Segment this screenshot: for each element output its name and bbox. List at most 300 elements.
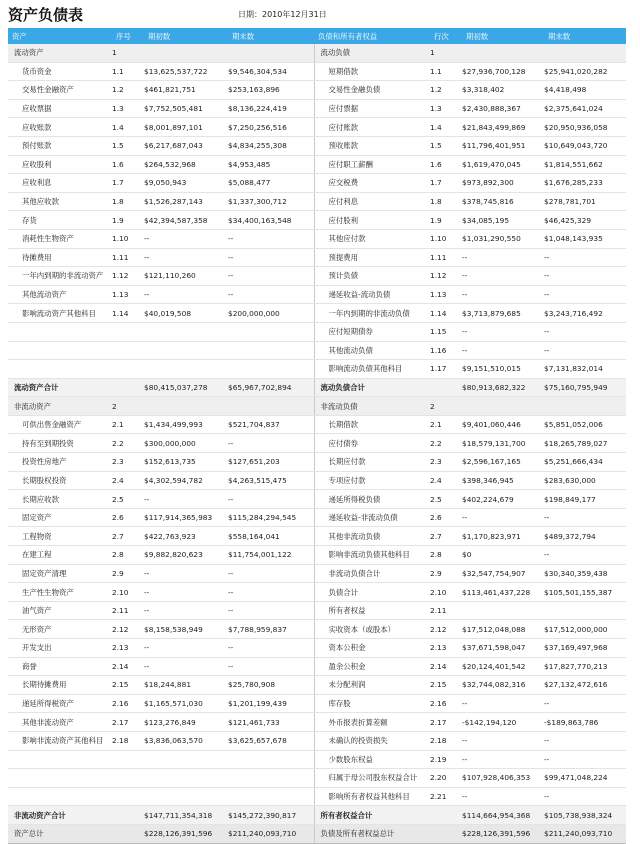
asset-no-cell <box>112 341 144 360</box>
asset-begin-cell: -- <box>144 601 228 620</box>
asset-begin-cell: $9,882,820,623 <box>144 546 228 565</box>
asset-no-cell: 1.1 <box>112 62 144 81</box>
liability-name-cell: 交易性金融负债 <box>314 81 430 100</box>
page-title: 资产负债表 <box>8 6 84 24</box>
liability-begin-cell: $973,892,300 <box>462 174 544 193</box>
table-row <box>8 192 626 211</box>
liability-begin-cell: -- <box>462 787 544 806</box>
liability-end-cell: -- <box>544 546 626 565</box>
asset-no-cell: 1.14 <box>112 304 144 323</box>
asset-begin-cell: $1,434,499,993 <box>144 415 228 434</box>
liability-name-cell: 未确认的投资损失 <box>314 731 430 750</box>
liability-no-cell: 2.7 <box>430 527 462 546</box>
asset-end-cell: $4,834,255,308 <box>228 136 314 155</box>
asset-no-cell: 1.2 <box>112 81 144 100</box>
liability-end-cell: -$189,863,786 <box>544 713 626 732</box>
liability-begin-cell <box>462 397 544 416</box>
liability-no-cell: 2.10 <box>430 583 462 602</box>
liability-name-cell: 短期借款 <box>314 62 430 81</box>
table-row <box>8 322 626 341</box>
liability-name-cell: 影响流动负债其他科目 <box>314 360 430 379</box>
asset-no-cell: 2.12 <box>112 620 144 639</box>
liability-end-cell: $2,375,641,024 <box>544 99 626 118</box>
asset-no-cell: 2.8 <box>112 546 144 565</box>
asset-end-cell: $121,461,733 <box>228 713 314 732</box>
liability-no-cell: 2.20 <box>430 769 462 788</box>
asset-no-cell: 2.13 <box>112 639 144 658</box>
liability-end-cell <box>544 601 626 620</box>
liability-begin-cell: $2,596,167,165 <box>462 453 544 472</box>
liability-begin-cell: -- <box>462 285 544 304</box>
asset-begin-cell: $264,532,968 <box>144 155 228 174</box>
table-row <box>8 267 626 286</box>
liability-name-cell: 资本公积金 <box>314 639 430 658</box>
asset-begin-cell <box>144 769 228 788</box>
asset-no-cell: 2.18 <box>112 731 144 750</box>
liability-end-cell: -- <box>544 694 626 713</box>
asset-no-cell: 1.10 <box>112 229 144 248</box>
asset-name-cell: 应收票据 <box>8 99 112 118</box>
asset-no-cell: 2.10 <box>112 583 144 602</box>
header-asset-begin: 期初数 <box>144 28 228 44</box>
liability-name-cell: 流动负债 <box>314 44 430 62</box>
asset-end-cell: -- <box>228 248 314 267</box>
asset-begin-cell: $80,415,037,278 <box>144 378 228 397</box>
header-liability-end: 期末数 <box>544 28 626 44</box>
asset-no-cell: 1.5 <box>112 136 144 155</box>
liability-name-cell: 递延收益-非流动负债 <box>314 508 430 527</box>
table-row <box>8 731 626 750</box>
liability-no-cell: 2.8 <box>430 546 462 565</box>
asset-begin-cell: $3,836,063,570 <box>144 731 228 750</box>
liability-name-cell: 其他非流动负债 <box>314 527 430 546</box>
table-row <box>8 694 626 713</box>
asset-end-cell <box>228 787 314 806</box>
table-row <box>8 99 626 118</box>
asset-name-cell: 递延所得税资产 <box>8 694 112 713</box>
liability-name-cell: 应付职工薪酬 <box>314 155 430 174</box>
asset-end-cell: $145,272,390,817 <box>228 806 314 825</box>
asset-no-cell: 1.12 <box>112 267 144 286</box>
asset-begin-cell <box>144 787 228 806</box>
liability-name-cell: 影响非流动负债其他科目 <box>314 546 430 565</box>
total-row <box>8 378 626 397</box>
liability-name-cell: 长期应付款 <box>314 453 430 472</box>
asset-end-cell: -- <box>228 229 314 248</box>
liability-end-cell: $25,941,020,282 <box>544 62 626 81</box>
asset-end-cell: -- <box>228 434 314 453</box>
liability-no-cell: 1.2 <box>430 81 462 100</box>
liability-name-cell: 应付账款 <box>314 118 430 137</box>
header-liability-no: 行次 <box>430 28 462 44</box>
table-row <box>8 211 626 230</box>
asset-name-cell: 其他流动资产 <box>8 285 112 304</box>
asset-no-cell: 2.2 <box>112 434 144 453</box>
table-row <box>8 508 626 527</box>
asset-begin-cell: -- <box>144 490 228 509</box>
section-row <box>8 397 626 416</box>
table-row <box>8 527 626 546</box>
asset-end-cell: $521,704,837 <box>228 415 314 434</box>
liability-no-cell: 2.9 <box>430 564 462 583</box>
asset-name-cell: 影响流动资产其他科目 <box>8 304 112 323</box>
liability-no-cell: 2.13 <box>430 639 462 658</box>
liability-begin-cell <box>462 601 544 620</box>
asset-no-cell <box>112 824 144 843</box>
asset-no-cell <box>112 806 144 825</box>
table-row <box>8 787 626 806</box>
asset-name-cell: 影响非流动资产其他科目 <box>8 731 112 750</box>
asset-end-cell: -- <box>228 657 314 676</box>
liability-begin-cell: $228,126,391,596 <box>462 824 544 843</box>
liability-end-cell: $1,814,551,662 <box>544 155 626 174</box>
asset-name-cell: 消耗性生物资产 <box>8 229 112 248</box>
asset-begin-cell <box>144 750 228 769</box>
liability-no-cell: 2.21 <box>430 787 462 806</box>
asset-no-cell: 2.5 <box>112 490 144 509</box>
liability-no-cell: 2.17 <box>430 713 462 732</box>
liability-end-cell: $105,738,938,324 <box>544 806 626 825</box>
asset-name-cell: 油气资产 <box>8 601 112 620</box>
asset-end-cell: $558,164,041 <box>228 527 314 546</box>
liability-name-cell: 专项应付款 <box>314 471 430 490</box>
asset-no-cell: 1.3 <box>112 99 144 118</box>
asset-no-cell: 2.4 <box>112 471 144 490</box>
liability-begin-cell: -- <box>462 267 544 286</box>
liability-begin-cell: -- <box>462 248 544 267</box>
asset-begin-cell: $8,158,538,949 <box>144 620 228 639</box>
asset-begin-cell <box>144 360 228 379</box>
liability-no-cell: 2.1 <box>430 415 462 434</box>
asset-no-cell: 2 <box>112 397 144 416</box>
liability-no-cell: 2.12 <box>430 620 462 639</box>
table-row <box>8 769 626 788</box>
asset-no-cell: 1.11 <box>112 248 144 267</box>
table-row <box>8 583 626 602</box>
table-row <box>8 248 626 267</box>
table-row <box>8 453 626 472</box>
liability-begin-cell: $1,031,290,550 <box>462 229 544 248</box>
liability-name-cell: 非流动负债合计 <box>314 564 430 583</box>
liability-begin-cell: $27,936,700,128 <box>462 62 544 81</box>
asset-end-cell <box>228 322 314 341</box>
liability-end-cell: $75,160,795,949 <box>544 378 626 397</box>
asset-end-cell: -- <box>228 639 314 658</box>
liability-name-cell: 负债及所有者权益总计 <box>314 824 430 843</box>
liability-no-cell: 2.5 <box>430 490 462 509</box>
asset-begin-cell: $8,001,897,101 <box>144 118 228 137</box>
liability-name-cell: 非流动负债 <box>314 397 430 416</box>
liability-end-cell: -- <box>544 341 626 360</box>
liability-no-cell: 2.3 <box>430 453 462 472</box>
asset-name-cell: 生产性生物资产 <box>8 583 112 602</box>
liability-end-cell: $198,849,177 <box>544 490 626 509</box>
liability-name-cell: 少数股东权益 <box>314 750 430 769</box>
liability-no-cell: 2.11 <box>430 601 462 620</box>
liability-begin-cell: $2,430,888,367 <box>462 99 544 118</box>
liability-no-cell: 1.6 <box>430 155 462 174</box>
asset-name-cell <box>8 787 112 806</box>
liability-name-cell: 应付利息 <box>314 192 430 211</box>
asset-end-cell: $5,088,477 <box>228 174 314 193</box>
liability-no-cell: 1.15 <box>430 322 462 341</box>
liability-begin-cell: -- <box>462 508 544 527</box>
asset-name-cell: 投资性房地产 <box>8 453 112 472</box>
asset-begin-cell: $40,019,508 <box>144 304 228 323</box>
asset-name-cell <box>8 360 112 379</box>
liability-begin-cell: -- <box>462 694 544 713</box>
liability-no-cell: 2.18 <box>430 731 462 750</box>
asset-end-cell <box>228 341 314 360</box>
asset-no-cell: 1.6 <box>112 155 144 174</box>
liability-end-cell: $18,265,789,027 <box>544 434 626 453</box>
asset-end-cell: -- <box>228 601 314 620</box>
asset-name-cell: 应收账款 <box>8 118 112 137</box>
liability-no-cell <box>430 824 462 843</box>
liability-no-cell: 2.19 <box>430 750 462 769</box>
liability-begin-cell: -$142,194,120 <box>462 713 544 732</box>
liability-no-cell: 1.4 <box>430 118 462 137</box>
table-row <box>8 304 626 323</box>
asset-name-cell: 应收利息 <box>8 174 112 193</box>
asset-name-cell: 流动资产 <box>8 44 112 62</box>
table-row <box>8 155 626 174</box>
liability-no-cell: 2.2 <box>430 434 462 453</box>
liability-name-cell: 其他流动负债 <box>314 341 430 360</box>
asset-name-cell: 应收股利 <box>8 155 112 174</box>
liability-name-cell: 所有者权益 <box>314 601 430 620</box>
liability-name-cell: 负债合计 <box>314 583 430 602</box>
liability-begin-cell: $113,461,437,228 <box>462 583 544 602</box>
asset-name-cell: 工程物资 <box>8 527 112 546</box>
asset-end-cell: $3,625,657,678 <box>228 731 314 750</box>
table-row <box>8 639 626 658</box>
asset-no-cell: 1.7 <box>112 174 144 193</box>
table-row <box>8 360 626 379</box>
liability-no-cell: 2 <box>430 397 462 416</box>
asset-begin-cell: -- <box>144 639 228 658</box>
liability-end-cell: $30,340,359,438 <box>544 564 626 583</box>
liability-begin-cell: $0 <box>462 546 544 565</box>
report-date: 日期：2010年12月31日 <box>238 10 327 19</box>
table-row <box>8 285 626 304</box>
asset-no-cell: 2.14 <box>112 657 144 676</box>
asset-no-cell: 2.9 <box>112 564 144 583</box>
header-asset-no: 序号 <box>112 28 144 44</box>
asset-name-cell: 长期股权投资 <box>8 471 112 490</box>
liability-end-cell: $27,132,472,616 <box>544 676 626 695</box>
liability-no-cell: 1.16 <box>430 341 462 360</box>
table-row <box>8 490 626 509</box>
liability-no-cell: 1.10 <box>430 229 462 248</box>
liability-no-cell: 1.3 <box>430 99 462 118</box>
liability-begin-cell: $3,318,402 <box>462 81 544 100</box>
liability-end-cell: -- <box>544 248 626 267</box>
table-row <box>8 676 626 695</box>
asset-no-cell: 2.6 <box>112 508 144 527</box>
liability-begin-cell: $18,579,131,700 <box>462 434 544 453</box>
liability-begin-cell: $20,124,401,542 <box>462 657 544 676</box>
table-row <box>8 62 626 81</box>
asset-no-cell: 1.13 <box>112 285 144 304</box>
liability-no-cell: 1.8 <box>430 192 462 211</box>
balance-sheet <box>8 28 638 844</box>
asset-begin-cell <box>144 397 228 416</box>
table-row <box>8 434 626 453</box>
asset-name-cell: 预付账款 <box>8 136 112 155</box>
asset-name-cell: 固定资产清理 <box>8 564 112 583</box>
asset-begin-cell: $42,394,587,358 <box>144 211 228 230</box>
liability-begin-cell: -- <box>462 750 544 769</box>
asset-name-cell <box>8 769 112 788</box>
asset-name-cell: 非流动资产 <box>8 397 112 416</box>
asset-no-cell: 2.7 <box>112 527 144 546</box>
asset-begin-cell: -- <box>144 285 228 304</box>
liability-no-cell: 1.5 <box>430 136 462 155</box>
liability-end-cell: $211,240,093,710 <box>544 824 626 843</box>
asset-begin-cell: -- <box>144 229 228 248</box>
liability-name-cell: 归属于母公司股东权益合计 <box>314 769 430 788</box>
asset-end-cell <box>228 397 314 416</box>
asset-name-cell: 其他应收款 <box>8 192 112 211</box>
asset-end-cell: -- <box>228 285 314 304</box>
table-row <box>8 471 626 490</box>
header-asset: 资产 <box>8 28 112 44</box>
asset-name-cell: 交易性金融资产 <box>8 81 112 100</box>
liability-end-cell: -- <box>544 267 626 286</box>
liability-end-cell: $278,781,701 <box>544 192 626 211</box>
table-row <box>8 657 626 676</box>
liability-end-cell: $1,048,143,935 <box>544 229 626 248</box>
asset-begin-cell: $7,752,505,481 <box>144 99 228 118</box>
asset-no-cell: 1.4 <box>112 118 144 137</box>
liability-name-cell: 预收账款 <box>314 136 430 155</box>
asset-no-cell: 1.9 <box>112 211 144 230</box>
asset-no-cell <box>112 378 144 397</box>
liability-begin-cell: $402,224,679 <box>462 490 544 509</box>
asset-begin-cell: $13,625,537,722 <box>144 62 228 81</box>
liability-end-cell <box>544 397 626 416</box>
asset-begin-cell: $152,613,735 <box>144 453 228 472</box>
total-row <box>8 824 626 843</box>
asset-end-cell: $127,651,203 <box>228 453 314 472</box>
asset-begin-cell: -- <box>144 583 228 602</box>
liability-name-cell: 盈余公积金 <box>314 657 430 676</box>
asset-name-cell <box>8 341 112 360</box>
liability-begin-cell: -- <box>462 341 544 360</box>
asset-no-cell <box>112 360 144 379</box>
liability-end-cell: $7,131,832,014 <box>544 360 626 379</box>
liability-begin-cell: $17,512,048,088 <box>462 620 544 639</box>
liability-end-cell: -- <box>544 285 626 304</box>
liability-name-cell: 所有者权益合计 <box>314 806 430 825</box>
liability-end-cell: $17,827,770,213 <box>544 657 626 676</box>
table-row <box>8 81 626 100</box>
asset-begin-cell: $117,914,365,983 <box>144 508 228 527</box>
liability-end-cell: $1,676,285,233 <box>544 174 626 193</box>
liability-name-cell: 影响所有者权益其他科目 <box>314 787 430 806</box>
asset-name-cell: 流动资产合计 <box>8 378 112 397</box>
liability-begin-cell: $398,346,945 <box>462 471 544 490</box>
asset-no-cell: 2.1 <box>112 415 144 434</box>
table-row <box>8 620 626 639</box>
liability-no-cell: 1.9 <box>430 211 462 230</box>
liability-name-cell: 其他应付款 <box>314 229 430 248</box>
asset-name-cell: 在建工程 <box>8 546 112 565</box>
asset-end-cell: $200,000,000 <box>228 304 314 323</box>
asset-name-cell <box>8 322 112 341</box>
asset-begin-cell: -- <box>144 248 228 267</box>
liability-begin-cell: $11,796,401,951 <box>462 136 544 155</box>
asset-begin-cell: $300,000,000 <box>144 434 228 453</box>
asset-begin-cell: -- <box>144 564 228 583</box>
liability-end-cell: $489,372,794 <box>544 527 626 546</box>
asset-end-cell: $7,788,959,837 <box>228 620 314 639</box>
asset-begin-cell: $461,821,751 <box>144 81 228 100</box>
asset-end-cell: $1,201,199,439 <box>228 694 314 713</box>
asset-end-cell: -- <box>228 267 314 286</box>
liability-end-cell: $37,169,497,968 <box>544 639 626 658</box>
liability-name-cell: 递延所得税负债 <box>314 490 430 509</box>
balance-sheet-table <box>8 28 626 844</box>
asset-end-cell: $4,263,515,475 <box>228 471 314 490</box>
asset-end-cell: $8,136,224,419 <box>228 99 314 118</box>
asset-name-cell: 货币资金 <box>8 62 112 81</box>
asset-end-cell: -- <box>228 583 314 602</box>
asset-end-cell <box>228 44 314 62</box>
asset-name-cell: 长期待摊费用 <box>8 676 112 695</box>
asset-begin-cell: $1,165,571,030 <box>144 694 228 713</box>
liability-end-cell: -- <box>544 508 626 527</box>
asset-end-cell: -- <box>228 564 314 583</box>
asset-name-cell: 其他非流动资产 <box>8 713 112 732</box>
liability-begin-cell: $1,170,823,971 <box>462 527 544 546</box>
liability-no-cell: 1.17 <box>430 360 462 379</box>
section-row <box>8 44 626 62</box>
asset-end-cell: $11,754,001,122 <box>228 546 314 565</box>
table-row <box>8 229 626 248</box>
liability-end-cell: -- <box>544 787 626 806</box>
liability-no-cell: 2.6 <box>430 508 462 527</box>
asset-begin-cell <box>144 341 228 360</box>
asset-no-cell: 1.8 <box>112 192 144 211</box>
liability-begin-cell: $107,928,406,353 <box>462 769 544 788</box>
liability-end-cell <box>544 44 626 62</box>
table-row <box>8 136 626 155</box>
liability-begin-cell: $9,151,510,015 <box>462 360 544 379</box>
liability-begin-cell: -- <box>462 731 544 750</box>
liability-no-cell: 1.14 <box>430 304 462 323</box>
liability-end-cell: -- <box>544 322 626 341</box>
total-row <box>8 806 626 825</box>
liability-no-cell: 1.11 <box>430 248 462 267</box>
asset-name-cell: 开发支出 <box>8 639 112 658</box>
liability-begin-cell: $21,843,499,869 <box>462 118 544 137</box>
liability-no-cell: 1.7 <box>430 174 462 193</box>
asset-end-cell: $9,546,304,534 <box>228 62 314 81</box>
liability-end-cell: $283,630,000 <box>544 471 626 490</box>
liability-name-cell: 应付股利 <box>314 211 430 230</box>
liability-no-cell <box>430 806 462 825</box>
liability-end-cell: $10,649,043,720 <box>544 136 626 155</box>
asset-name-cell: 一年内到期的非流动资产 <box>8 267 112 286</box>
liability-end-cell: $105,501,155,387 <box>544 583 626 602</box>
liability-end-cell: $46,425,329 <box>544 211 626 230</box>
liability-name-cell: 应付债券 <box>314 434 430 453</box>
liability-name-cell: 应交税费 <box>314 174 430 193</box>
liability-name-cell: 预计负债 <box>314 267 430 286</box>
asset-end-cell: $211,240,093,710 <box>228 824 314 843</box>
